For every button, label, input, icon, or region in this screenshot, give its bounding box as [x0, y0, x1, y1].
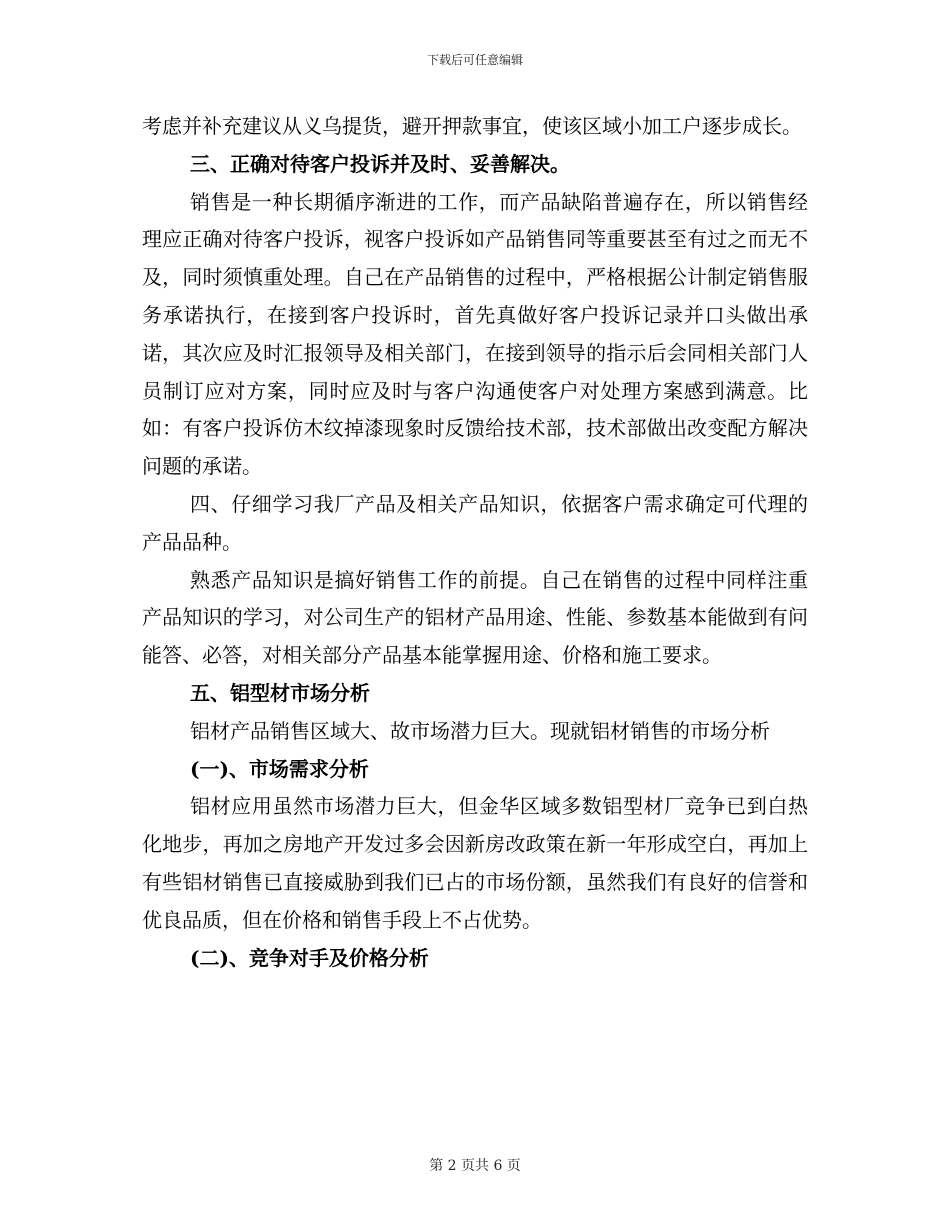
subsection-heading-demand: (一)、市场需求分析: [190, 756, 369, 781]
page-number-footer: 第 2 页共 6 页: [429, 1158, 521, 1174]
paragraph-market-intro: 铝材产品销售区域大、故市场潜力巨大。现就铝材销售的市场分析: [190, 718, 770, 743]
page-header-note: 下载后可任意编辑: [426, 53, 523, 67]
paragraph-complaints: 销售是一种长期循序渐进的工作，而产品缺陷普遍存在，所以销售经理应正确对待客户投诉，视客户投诉如产品销售同等重要甚至有过之而无不及，同时须慎重处理。自己在产品销售的过程中，严格根据公计制定销售服务承诺执行，在接到客户投诉时，首先真做好客户投诉记录并口头做出承诺，其次应及时汇报领导及相关部门，在接到领导的指示后会同相关部门人员制订应对方案，同时应及时与客户沟通使客户对处理方案感到满意。比如：有客户投诉仿木纹掉漆现象时反馈给技术部，技术部做出改变配方解决问题的承诺。: [142, 189, 808, 479]
document-body: [142, 108, 808, 977]
section-heading-5: 五、铝型材市场分析: [190, 680, 370, 705]
section-heading-3: 三、正确对待客户投诉并及时、妥善解决。: [190, 151, 570, 176]
subsection-heading-competition: (二)、竞争对手及价格分析: [190, 945, 429, 970]
paragraph-market-demand: 铝材应用虽然市场潜力巨大，但金华区域多数铝型材厂竞争已到白热化地步，再加之房地产开发过多会因新房改政策在新一年形成空白，再加上有些铝材销售已直接威胁到我们已占的市场份额，虽然我们有良好的信誉和优良品质，但在价格和销售手段上不占优势。: [142, 794, 808, 932]
paragraph-continuation: 考虑并补充建议从义乌提货，避开押款事宜，使该区域小加工户逐步成长。: [142, 114, 802, 138]
paragraph-product-knowledge: 熟悉产品知识是搞好销售工作的前提。自己在销售的过程中同样注重产品知识的学习，对公司生产的铝材产品用途、性能、参数基本能做到有问能答、必答，对相关部分产品基本能掌握用途、价格和施工要求。: [142, 567, 808, 668]
section-heading-4: 四、仔细学习我厂产品及相关产品知识，依据客户需求确定可代理的产品品种。: [142, 491, 808, 554]
